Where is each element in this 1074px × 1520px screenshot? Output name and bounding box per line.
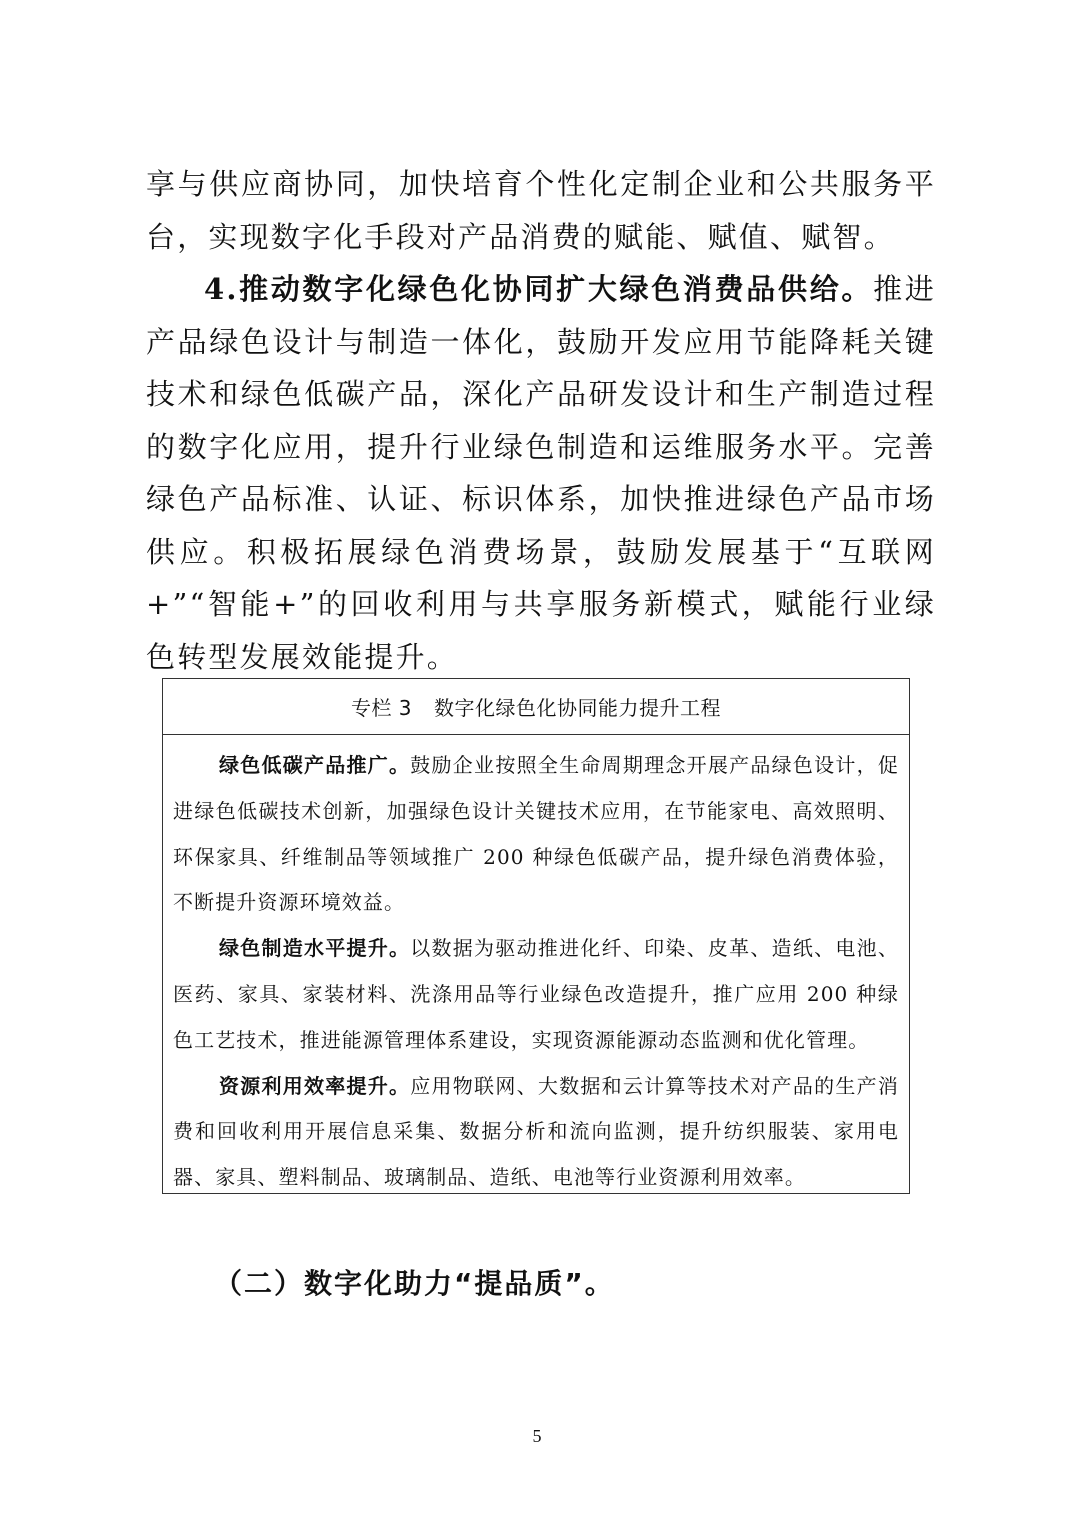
- box-body: [163, 735, 909, 1201]
- box-item-text: 鼓励企业按照全生命周期理念开展产品绿色设计，促进绿色低碳技术创新，加强绿色设计关键技术应用，在节能家电、高效照明、环保家具、纤维制品等领域推广 200 种绿色低碳产品，提升绿色消费体验，不断提升资源环境效益。: [173, 753, 899, 915]
- item-4-paragraph: [146, 263, 936, 683]
- page-number: 5: [532, 1426, 542, 1446]
- special-column-box: [162, 678, 910, 1194]
- box-item: [173, 1064, 899, 1201]
- box-label: 专栏 3: [350, 696, 413, 720]
- box-item-lead: 资源利用效率提升。: [219, 1073, 411, 1098]
- box-item-lead: 绿色低碳产品推广。: [219, 753, 411, 777]
- box-title-text: 数字化绿色化协同能力提升工程: [434, 696, 722, 720]
- continuation-paragraph: 享与供应商协同，加快培育个性化定制企业和公共服务平台，实现数字化手段对产品消费的赋能、赋值、赋智。: [146, 167, 936, 254]
- box-item-text: 应用物联网、大数据和云计算等技术对产品的生产消费和回收利用开展信息采集、数据分析和流向监测，提升纺织服装、家用电器、家具、塑料制品、玻璃制品、造纸、电池等行业资源利用效率。: [173, 1073, 899, 1190]
- box-title: [163, 679, 909, 735]
- box-item-lead: 绿色制造水平提升。: [219, 936, 411, 961]
- box-item: [173, 926, 899, 1063]
- item-4-text: 推进产品绿色设计与制造一体化，鼓励开发应用节能降耗关键技术和绿色低碳产品，深化产品研发设计和生产制造过程的数字化应用，提升行业绿色制造和运维服务水平。完善绿色产品标准、认证、标识体系，加快推进绿色产品市场供应。积极拓展绿色消费场景，鼓励发展基于“互联网+”“智能+”的回收利用与共享服务新模式，赋能行业绿色转型发展效能提升。: [146, 272, 936, 674]
- box-item: [173, 743, 899, 926]
- item-4-heading: 4.推动数字化绿色化协同扩大绿色消费品供给。: [204, 272, 874, 306]
- section-heading: （二）数字化助力“提品质”。: [214, 1267, 615, 1300]
- box-item-text: 以数据为驱动推进化纤、印染、皮革、造纸、电池、医药、家具、家装材料、洗涤用品等行业绿色改造提升，推广应用 200 种绿色工艺技术，推进能源管理体系建设，实现资源能源动态监测和优化管理。: [173, 936, 899, 1052]
- body-text: [146, 158, 936, 683]
